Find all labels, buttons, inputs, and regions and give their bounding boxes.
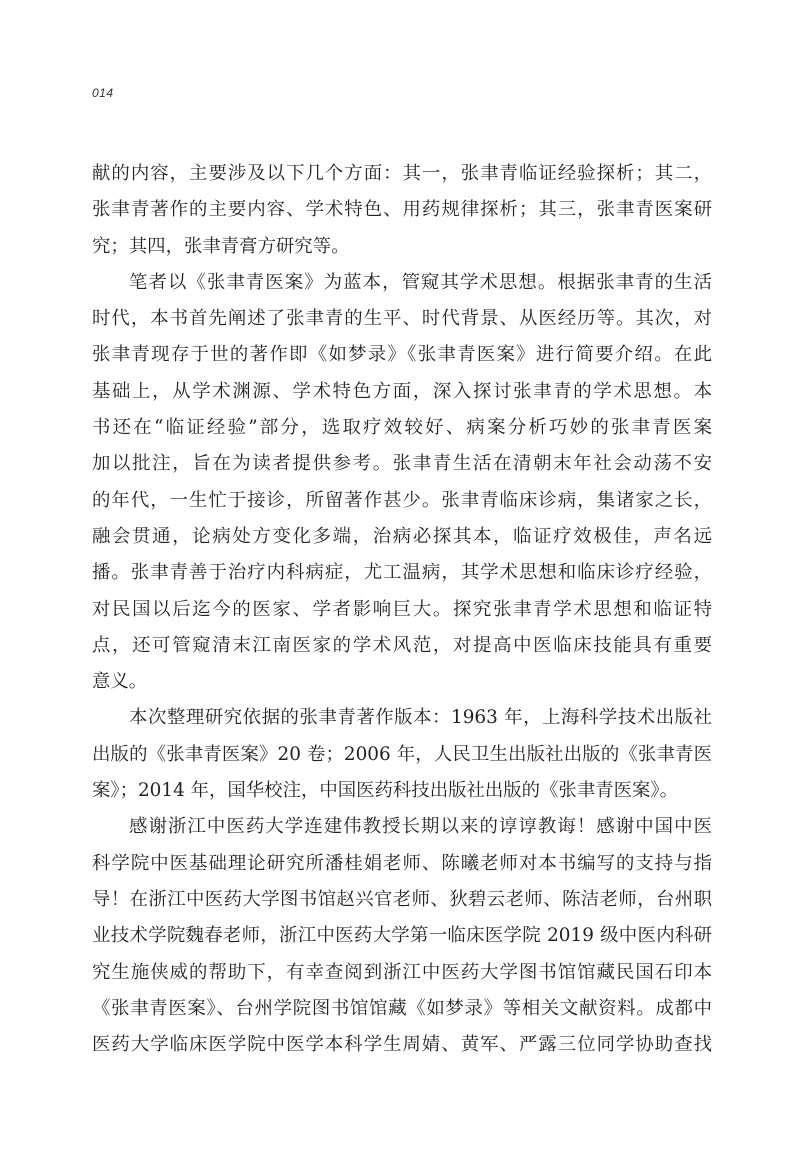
text-line: 点，还可管窥清末江南医家的学术风范，对提高中医临床技能具有重要 — [92, 634, 712, 656]
text-line: 究；其四，张聿青膏方研究等。 — [92, 235, 350, 257]
text-line: 的年代，一生忙于接诊，所留著作甚少。张聿青临床诊病，集诸家之长， — [92, 489, 712, 511]
text-line: 对民国以后迄今的医家、学者影响巨大。探究张聿青学术思想和临证特 — [92, 598, 712, 620]
paragraph-first-line: 感谢浙江中医药大学连建伟教授长期以来的谆谆教诲！感谢中国中医 — [129, 816, 712, 838]
text-line: 时代，本书首先阐述了张聿青的生平、时代背景、从医经历等。其次，对 — [92, 308, 712, 330]
paragraph-first-line: 笔者以《张聿青医案》为蓝本，管窥其学术思想。根据张聿青的生活 — [129, 271, 712, 293]
text-line: 意义。 — [92, 671, 148, 693]
text-line: 《张聿青医案》、台州学院图书馆馆藏《如梦录》等相关文献资料。成都中 — [92, 997, 712, 1019]
body-text — [92, 156, 712, 1063]
text-line: 出版的《张聿青医案》20 卷；2006 年，人民卫生出版社出版的《张聿青医 — [92, 743, 712, 765]
text-line: 播。张聿青善于治疗内科病症，尤工温病，其学术思想和临床诊疗经验， — [92, 562, 712, 584]
text-line: 导！在浙江中医药大学图书馆赵兴官老师、狄碧云老师、陈洁老师，台州职 — [92, 888, 712, 910]
text-line: 书还在“临证经验”部分，选取疗效较好、病案分析巧妙的张聿青医案 — [92, 417, 712, 439]
text-line: 案》；2014 年，国华校注，中国医药科技出版社出版的《张聿青医案》。 — [92, 780, 678, 802]
text-line: 基础上，从学术渊源、学术特色方面，深入探讨张聿青的学术思想。本 — [92, 380, 712, 402]
text-line: 究生施侠威的帮助下，有幸查阅到浙江中医药大学图书馆馆藏民国石印本 — [92, 961, 712, 983]
paragraph-first-line: 本次整理研究依据的张聿青著作版本：1963 年，上海科学技术出版社 — [129, 707, 712, 729]
page-number: 014 — [92, 86, 114, 100]
text-line: 加以批注，旨在为读者提供参考。张聿青生活在清朝末年社会动荡不安 — [92, 453, 712, 475]
text-line: 融会贯通，论病处方变化多端，治病必探其本，临证疗效极佳，声名远 — [92, 525, 712, 547]
text-line: 张聿青著作的主要内容、学术特色、用药规律探析；其三，张聿青医案研 — [92, 199, 712, 221]
text-line: 张聿青现存于世的著作即《如梦录》《张聿青医案》进行简要介绍。在此 — [92, 344, 712, 366]
text-line: 献的内容，主要涉及以下几个方面：其一，张聿青临证经验探析；其二， — [92, 163, 712, 184]
text-line: 科学院中医基础理论研究所潘桂娟老师、陈曦老师对本书编写的支持与指 — [92, 852, 712, 874]
text-line: 医药大学临床医学院中医学本科学生周婧、黄军、严露三位同学协助查找 — [92, 1034, 712, 1056]
text-line: 业技术学院魏春老师，浙江中医药大学第一临床医学院 2019 级中医内科研 — [92, 925, 712, 947]
